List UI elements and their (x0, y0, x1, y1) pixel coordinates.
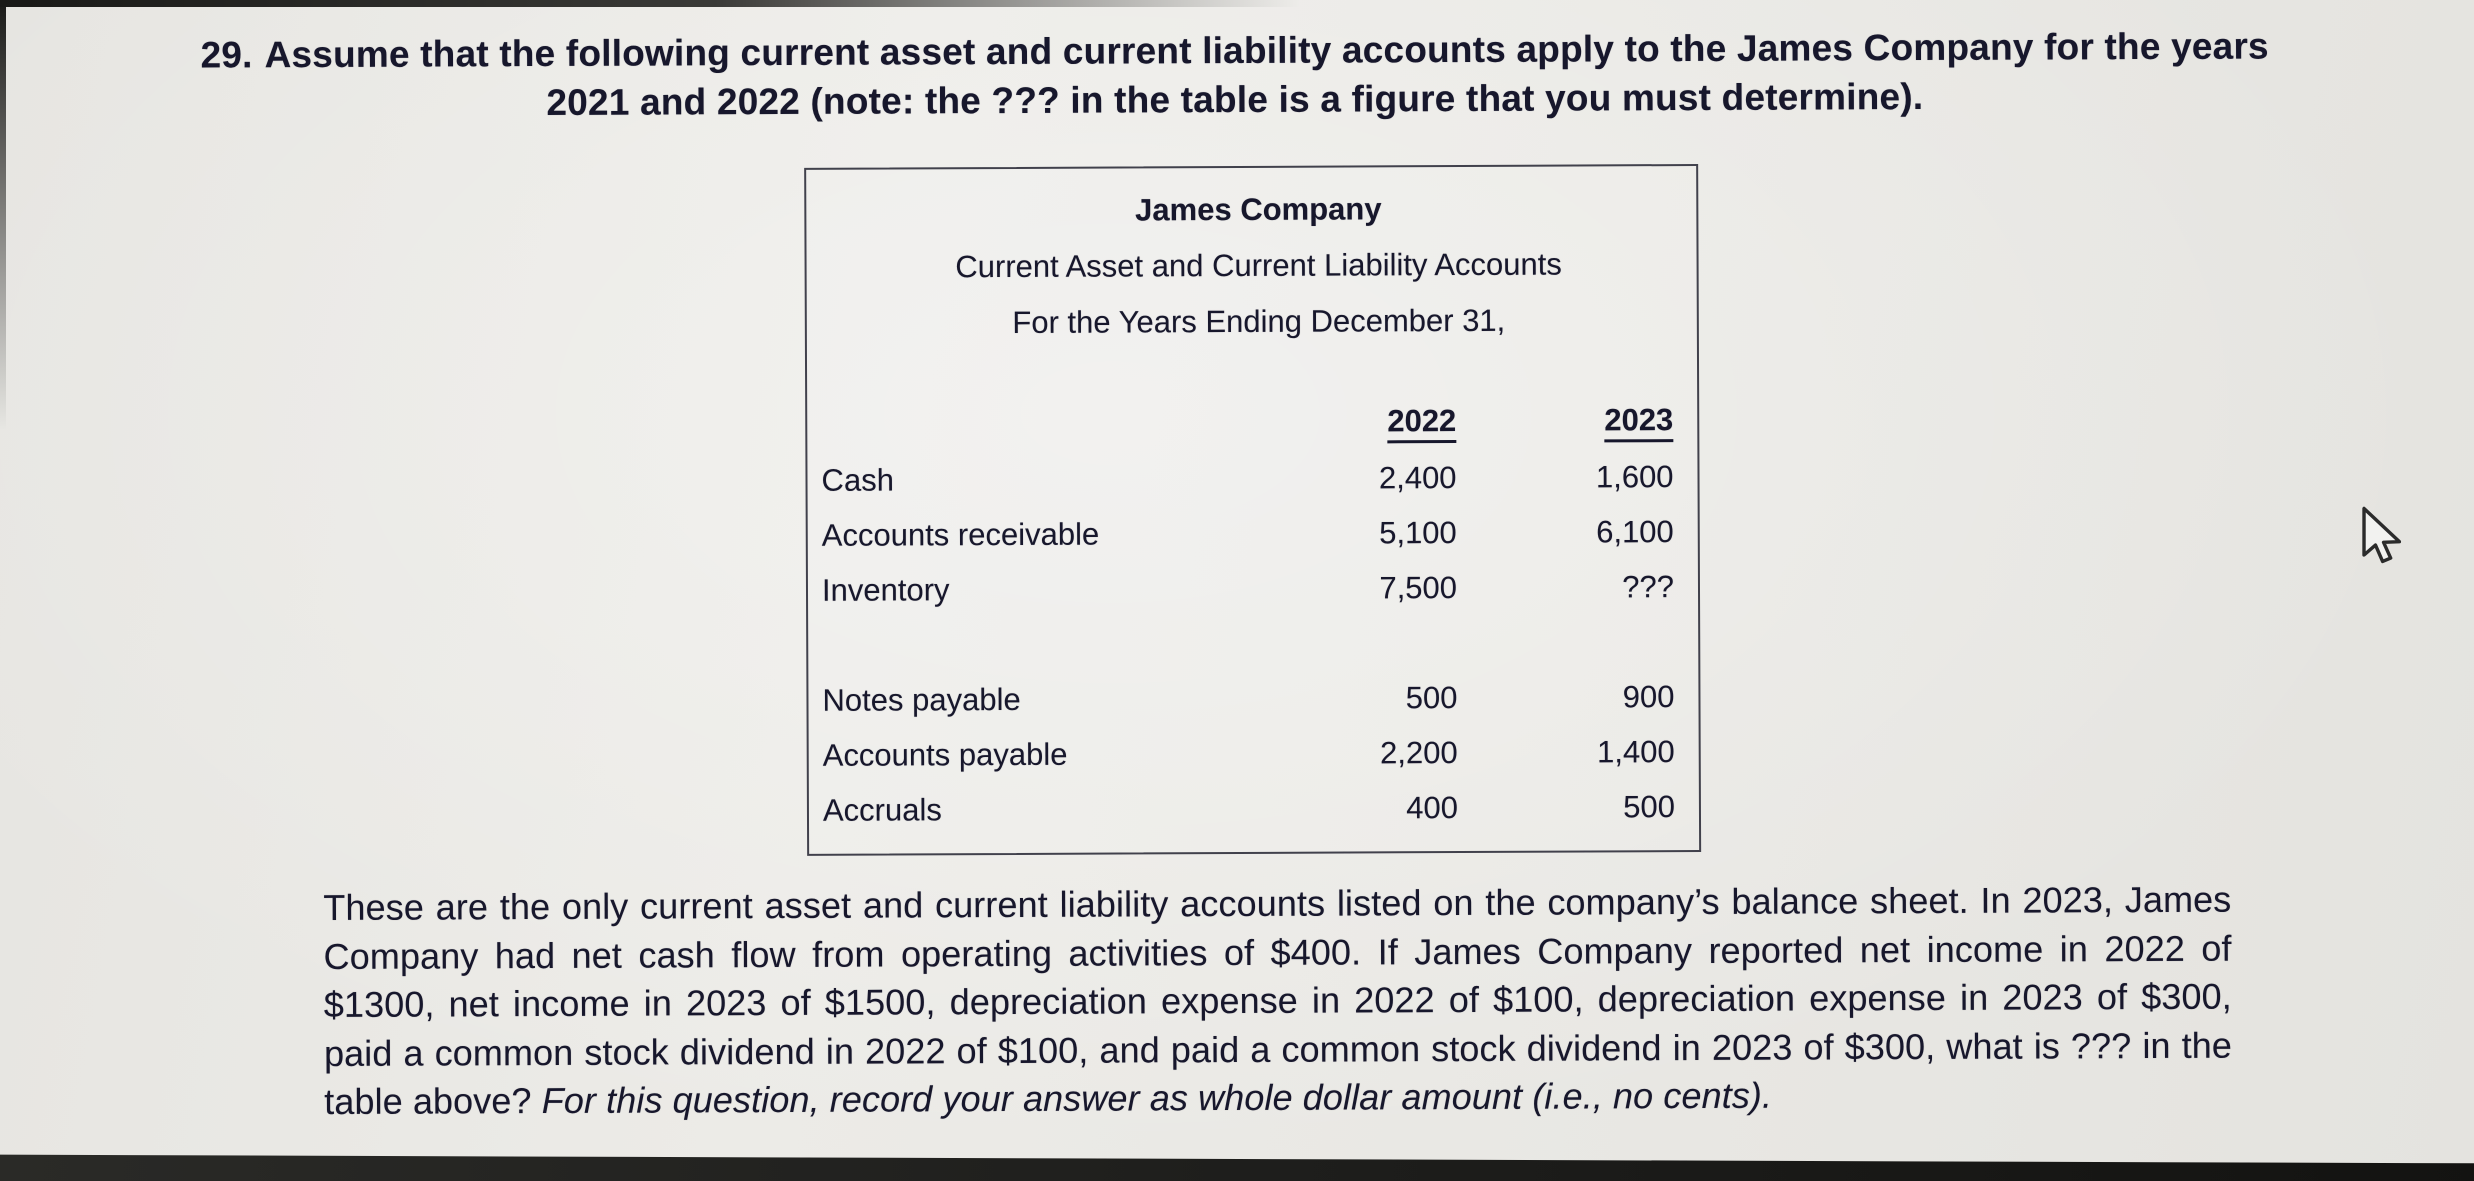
photo-edge-left (0, 0, 6, 430)
value-2022: 400 (1406, 789, 1459, 825)
question-body-paragraph (323, 876, 2232, 1127)
row-label: Notes payable (822, 681, 1021, 718)
value-2023-unknown: ??? (1622, 568, 1675, 604)
mouse-cursor-icon (2356, 506, 2408, 568)
table-header-row (821, 394, 1697, 453)
value-2022: 2,200 (1380, 734, 1458, 770)
question-number: 29. (200, 34, 253, 76)
value-2023: 900 (1622, 678, 1675, 714)
photo-edge-top (0, 0, 1300, 7)
value-2023: 6,100 (1596, 513, 1674, 549)
value-2022: 5,100 (1379, 514, 1457, 550)
row-label: Cash (821, 461, 894, 498)
value-2023: 500 (1623, 788, 1676, 824)
table-row-accounts-receivable (822, 504, 1698, 563)
value-2022: 500 (1405, 679, 1458, 715)
table-title: James Company (1135, 191, 1382, 228)
value-2023: 1,400 (1597, 733, 1675, 769)
table-subtitle-1: Current Asset and Current Liability Accounts (955, 246, 1562, 285)
question-heading (170, 21, 2300, 128)
table-group-gap (822, 614, 1698, 673)
question-text: Assume that the following current asset and current liability accounts apply to the James Company for the years 2021 and 2022 (note: the ??? in the table is a figure that you must determine). (264, 25, 2269, 124)
header-spacer (821, 423, 1241, 425)
value-2022: 2,400 (1378, 459, 1457, 495)
value-2022: 7,500 (1379, 569, 1458, 605)
accounts-table (804, 164, 1701, 856)
table-row-accruals (823, 779, 1699, 838)
row-label: Accounts payable (822, 736, 1068, 773)
row-label: Accounts receivable (821, 516, 1100, 553)
table-row-cash (821, 449, 1697, 508)
table-row-inventory (822, 559, 1698, 618)
table-subtitle-2: For the Years Ending December 31, (1012, 302, 1506, 340)
column-header-2022: 2022 (1241, 403, 1456, 444)
row-label: Inventory (821, 571, 950, 608)
paragraph-italic-instruction: For this question, record your answer as whole dollar amount (i.e., no cents). (541, 1074, 1773, 1122)
value-2023: 1,600 (1595, 458, 1674, 494)
table-row-notes-payable (822, 669, 1698, 728)
column-header-2023: 2023 (1456, 402, 1673, 443)
paragraph-body: These are the only current asset and current liability accounts listed on the company’s balance sheet. In 2023, James Company had net cash flow from operating activities of $400. If James Company reported net income in 2022 of $1300, net income in 2023 of $1500, depreciation expense in 2022 of $100, depreciation expense in 2023 of $300, paid a common stock dividend in 2022 of $100, and paid a common stock dividend in 2023 of $300, what is ??? in the table above? (323, 878, 2233, 1122)
row-label: Accruals (822, 791, 942, 828)
table-row-accounts-payable (823, 724, 1699, 783)
